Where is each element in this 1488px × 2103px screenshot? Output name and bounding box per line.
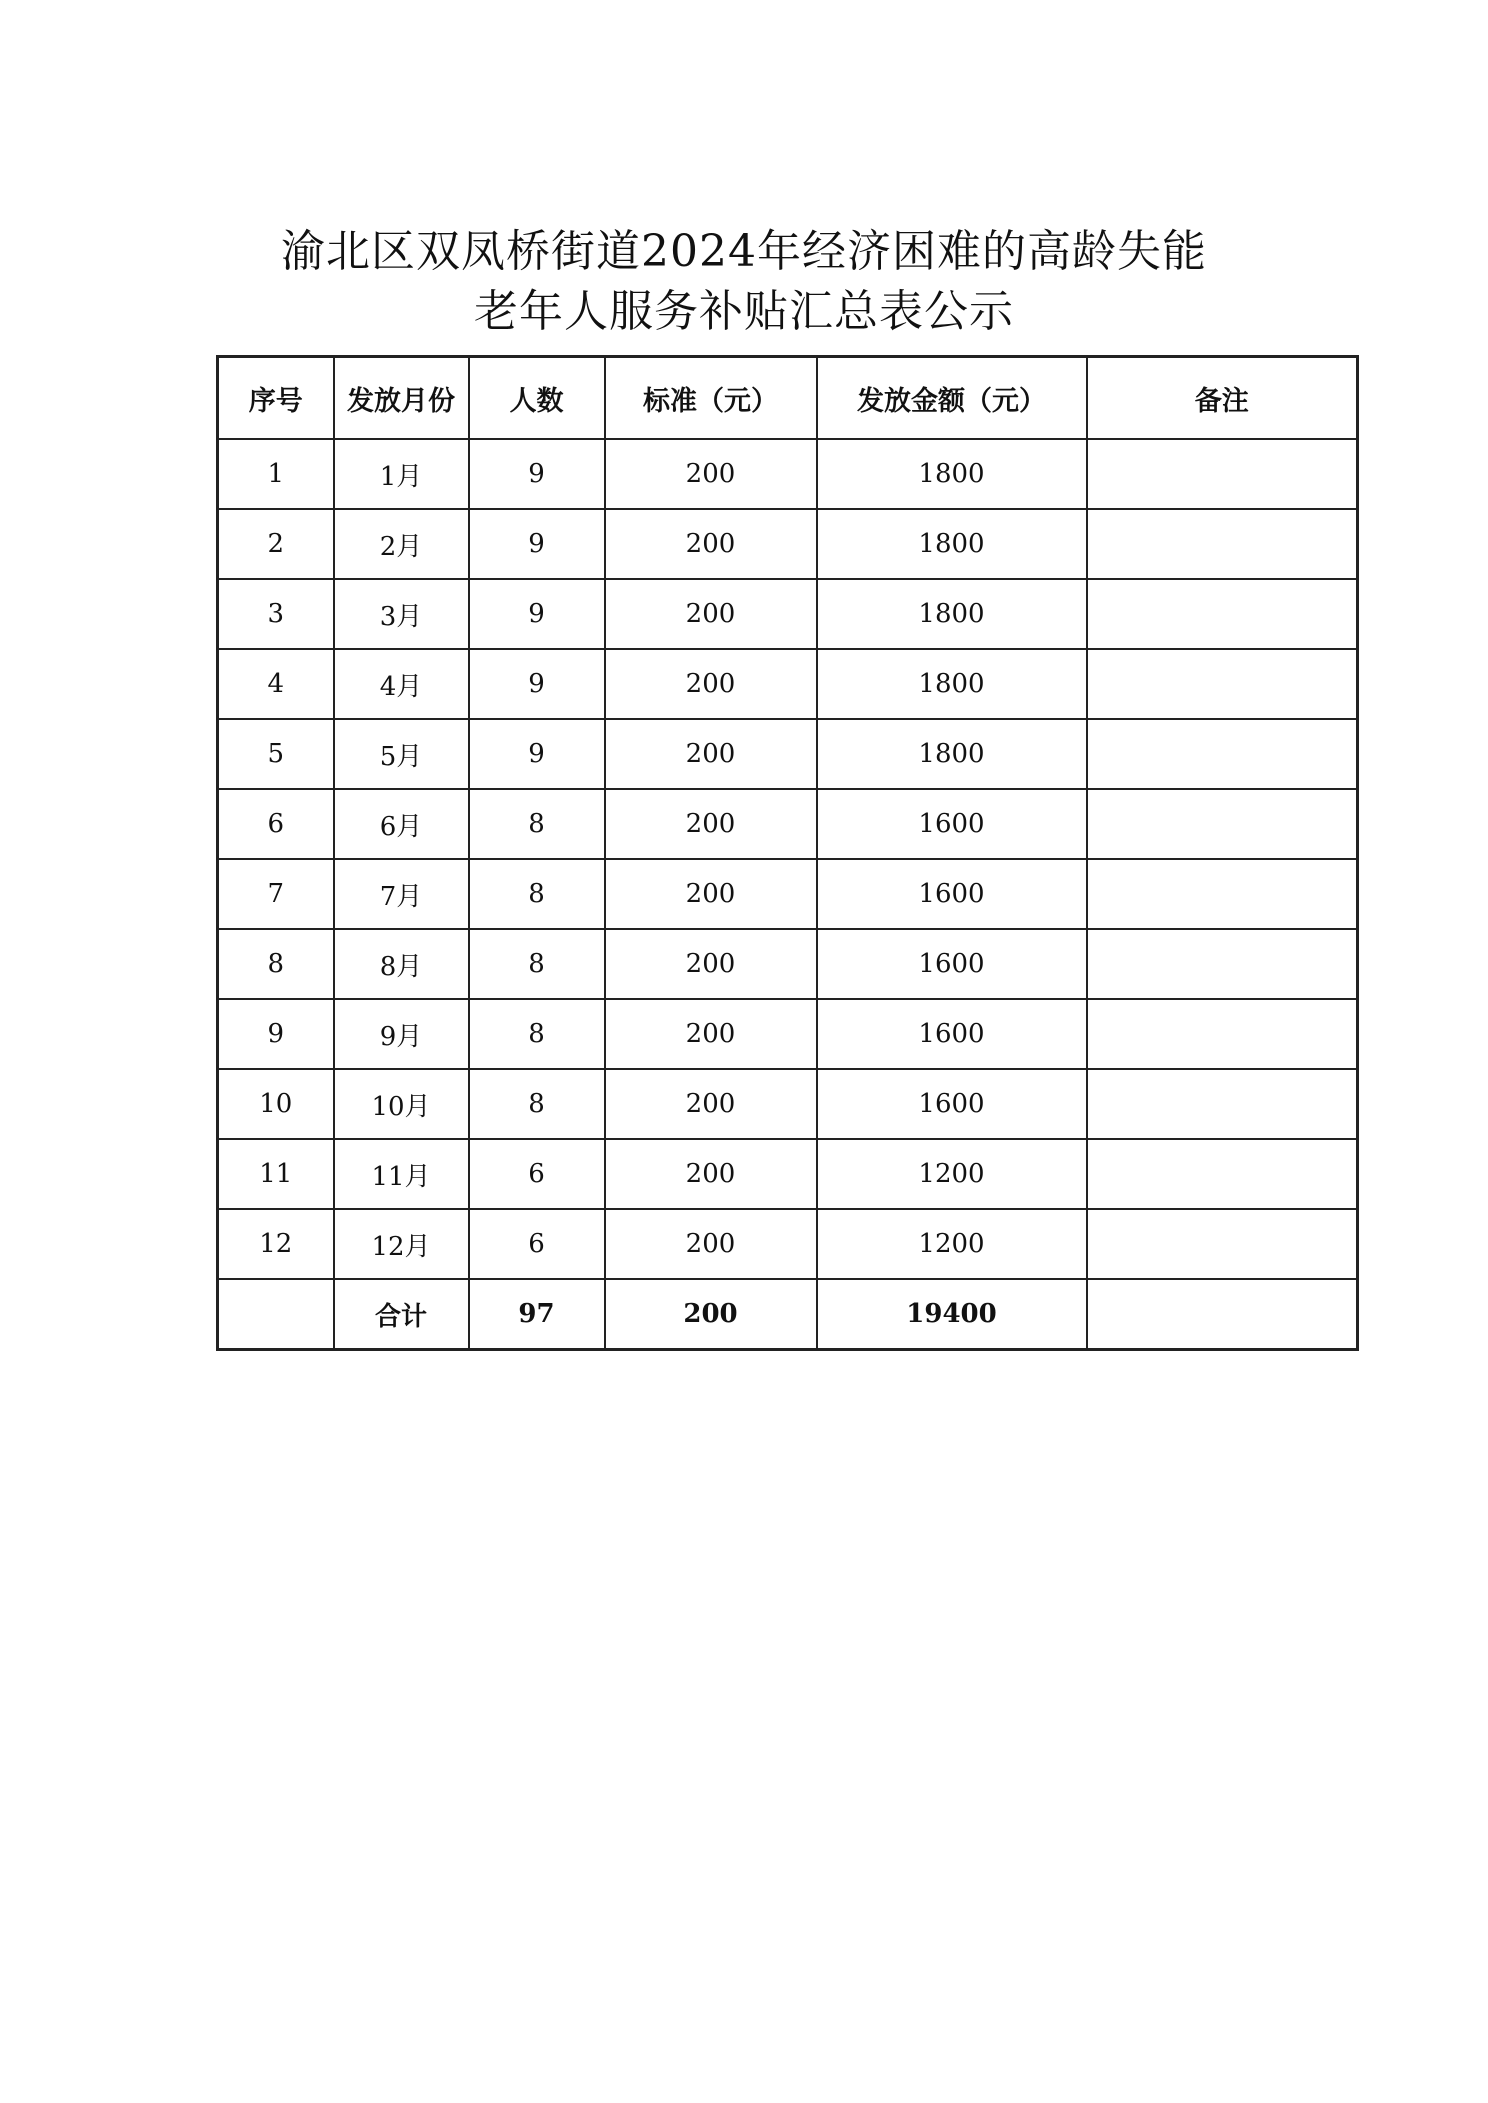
cell-month: 8月 bbox=[334, 929, 469, 999]
cell-note bbox=[1087, 439, 1358, 509]
cell-people-count: 8 bbox=[469, 1069, 605, 1139]
cell-standard: 200 bbox=[605, 999, 817, 1069]
cell-standard: 200 bbox=[605, 649, 817, 719]
cell-serial-no: 11 bbox=[218, 1139, 334, 1209]
table-row bbox=[218, 649, 1358, 719]
cell-standard: 200 bbox=[605, 1069, 817, 1139]
cell-amount: 1600 bbox=[817, 929, 1087, 999]
cell-standard: 200 bbox=[605, 859, 817, 929]
total-people-count: 97 bbox=[469, 1279, 605, 1350]
header-month: 发放月份 bbox=[334, 357, 469, 440]
cell-note bbox=[1087, 509, 1358, 579]
cell-serial-no: 5 bbox=[218, 719, 334, 789]
table-row bbox=[218, 1069, 1358, 1139]
cell-serial-no: 9 bbox=[218, 999, 334, 1069]
cell-people-count: 9 bbox=[469, 719, 605, 789]
cell-people-count: 6 bbox=[469, 1139, 605, 1209]
total-serial-no bbox=[218, 1279, 334, 1350]
table-row bbox=[218, 999, 1358, 1069]
header-amount: 发放金额（元） bbox=[817, 357, 1087, 440]
header-standard: 标准（元） bbox=[605, 357, 817, 440]
cell-standard: 200 bbox=[605, 439, 817, 509]
header-note: 备注 bbox=[1087, 357, 1358, 440]
cell-amount: 1800 bbox=[817, 439, 1087, 509]
cell-people-count: 9 bbox=[469, 579, 605, 649]
cell-people-count: 9 bbox=[469, 509, 605, 579]
cell-standard: 200 bbox=[605, 719, 817, 789]
table-row bbox=[218, 579, 1358, 649]
cell-amount: 1600 bbox=[817, 999, 1087, 1069]
cell-note bbox=[1087, 929, 1358, 999]
cell-people-count: 9 bbox=[469, 439, 605, 509]
cell-serial-no: 4 bbox=[218, 649, 334, 719]
cell-standard: 200 bbox=[605, 1209, 817, 1279]
cell-month: 11月 bbox=[334, 1139, 469, 1209]
total-standard: 200 bbox=[605, 1279, 817, 1350]
cell-standard: 200 bbox=[605, 579, 817, 649]
cell-amount: 1600 bbox=[817, 1069, 1087, 1139]
cell-people-count: 8 bbox=[469, 859, 605, 929]
table-row bbox=[218, 789, 1358, 859]
table-row bbox=[218, 1209, 1358, 1279]
cell-serial-no: 1 bbox=[218, 439, 334, 509]
cell-amount: 1600 bbox=[817, 789, 1087, 859]
cell-month: 9月 bbox=[334, 999, 469, 1069]
cell-standard: 200 bbox=[605, 1139, 817, 1209]
total-label: 合计 bbox=[334, 1279, 469, 1350]
cell-amount: 1800 bbox=[817, 509, 1087, 579]
subsidy-summary-table bbox=[216, 355, 1359, 1351]
cell-month: 6月 bbox=[334, 789, 469, 859]
cell-month: 5月 bbox=[334, 719, 469, 789]
cell-month: 4月 bbox=[334, 649, 469, 719]
document-title bbox=[0, 222, 1488, 342]
table-row bbox=[218, 929, 1358, 999]
cell-amount: 1200 bbox=[817, 1209, 1087, 1279]
cell-amount: 1600 bbox=[817, 859, 1087, 929]
cell-month: 10月 bbox=[334, 1069, 469, 1139]
cell-serial-no: 3 bbox=[218, 579, 334, 649]
cell-month: 2月 bbox=[334, 509, 469, 579]
cell-people-count: 8 bbox=[469, 789, 605, 859]
cell-amount: 1800 bbox=[817, 649, 1087, 719]
cell-people-count: 8 bbox=[469, 999, 605, 1069]
cell-note bbox=[1087, 1209, 1358, 1279]
header-people-count: 人数 bbox=[469, 357, 605, 440]
cell-amount: 1800 bbox=[817, 579, 1087, 649]
cell-note bbox=[1087, 719, 1358, 789]
cell-month: 12月 bbox=[334, 1209, 469, 1279]
title-line-1: 渝北区双凤桥街道2024年经济困难的高龄失能 bbox=[281, 226, 1207, 277]
table-row bbox=[218, 1139, 1358, 1209]
total-note bbox=[1087, 1279, 1358, 1350]
cell-month: 3月 bbox=[334, 579, 469, 649]
cell-standard: 200 bbox=[605, 789, 817, 859]
table-row bbox=[218, 859, 1358, 929]
table-row bbox=[218, 719, 1358, 789]
cell-serial-no: 2 bbox=[218, 509, 334, 579]
cell-month: 1月 bbox=[334, 439, 469, 509]
cell-people-count: 9 bbox=[469, 649, 605, 719]
cell-note bbox=[1087, 859, 1358, 929]
title-line-2: 老年人服务补贴汇总表公示 bbox=[474, 286, 1014, 337]
cell-note bbox=[1087, 999, 1358, 1069]
cell-amount: 1800 bbox=[817, 719, 1087, 789]
table-row bbox=[218, 509, 1358, 579]
cell-serial-no: 7 bbox=[218, 859, 334, 929]
cell-serial-no: 6 bbox=[218, 789, 334, 859]
cell-amount: 1200 bbox=[817, 1139, 1087, 1209]
cell-serial-no: 8 bbox=[218, 929, 334, 999]
cell-month: 7月 bbox=[334, 859, 469, 929]
cell-note bbox=[1087, 1069, 1358, 1139]
cell-note bbox=[1087, 1139, 1358, 1209]
cell-standard: 200 bbox=[605, 929, 817, 999]
cell-note bbox=[1087, 579, 1358, 649]
cell-people-count: 8 bbox=[469, 929, 605, 999]
header-serial-no: 序号 bbox=[218, 357, 334, 440]
table-total-row bbox=[218, 1279, 1358, 1350]
total-amount: 19400 bbox=[817, 1279, 1087, 1350]
cell-people-count: 6 bbox=[469, 1209, 605, 1279]
cell-note bbox=[1087, 649, 1358, 719]
cell-standard: 200 bbox=[605, 509, 817, 579]
cell-serial-no: 12 bbox=[218, 1209, 334, 1279]
cell-serial-no: 10 bbox=[218, 1069, 334, 1139]
cell-note bbox=[1087, 789, 1358, 859]
table-row bbox=[218, 439, 1358, 509]
table-header-row bbox=[218, 357, 1358, 440]
